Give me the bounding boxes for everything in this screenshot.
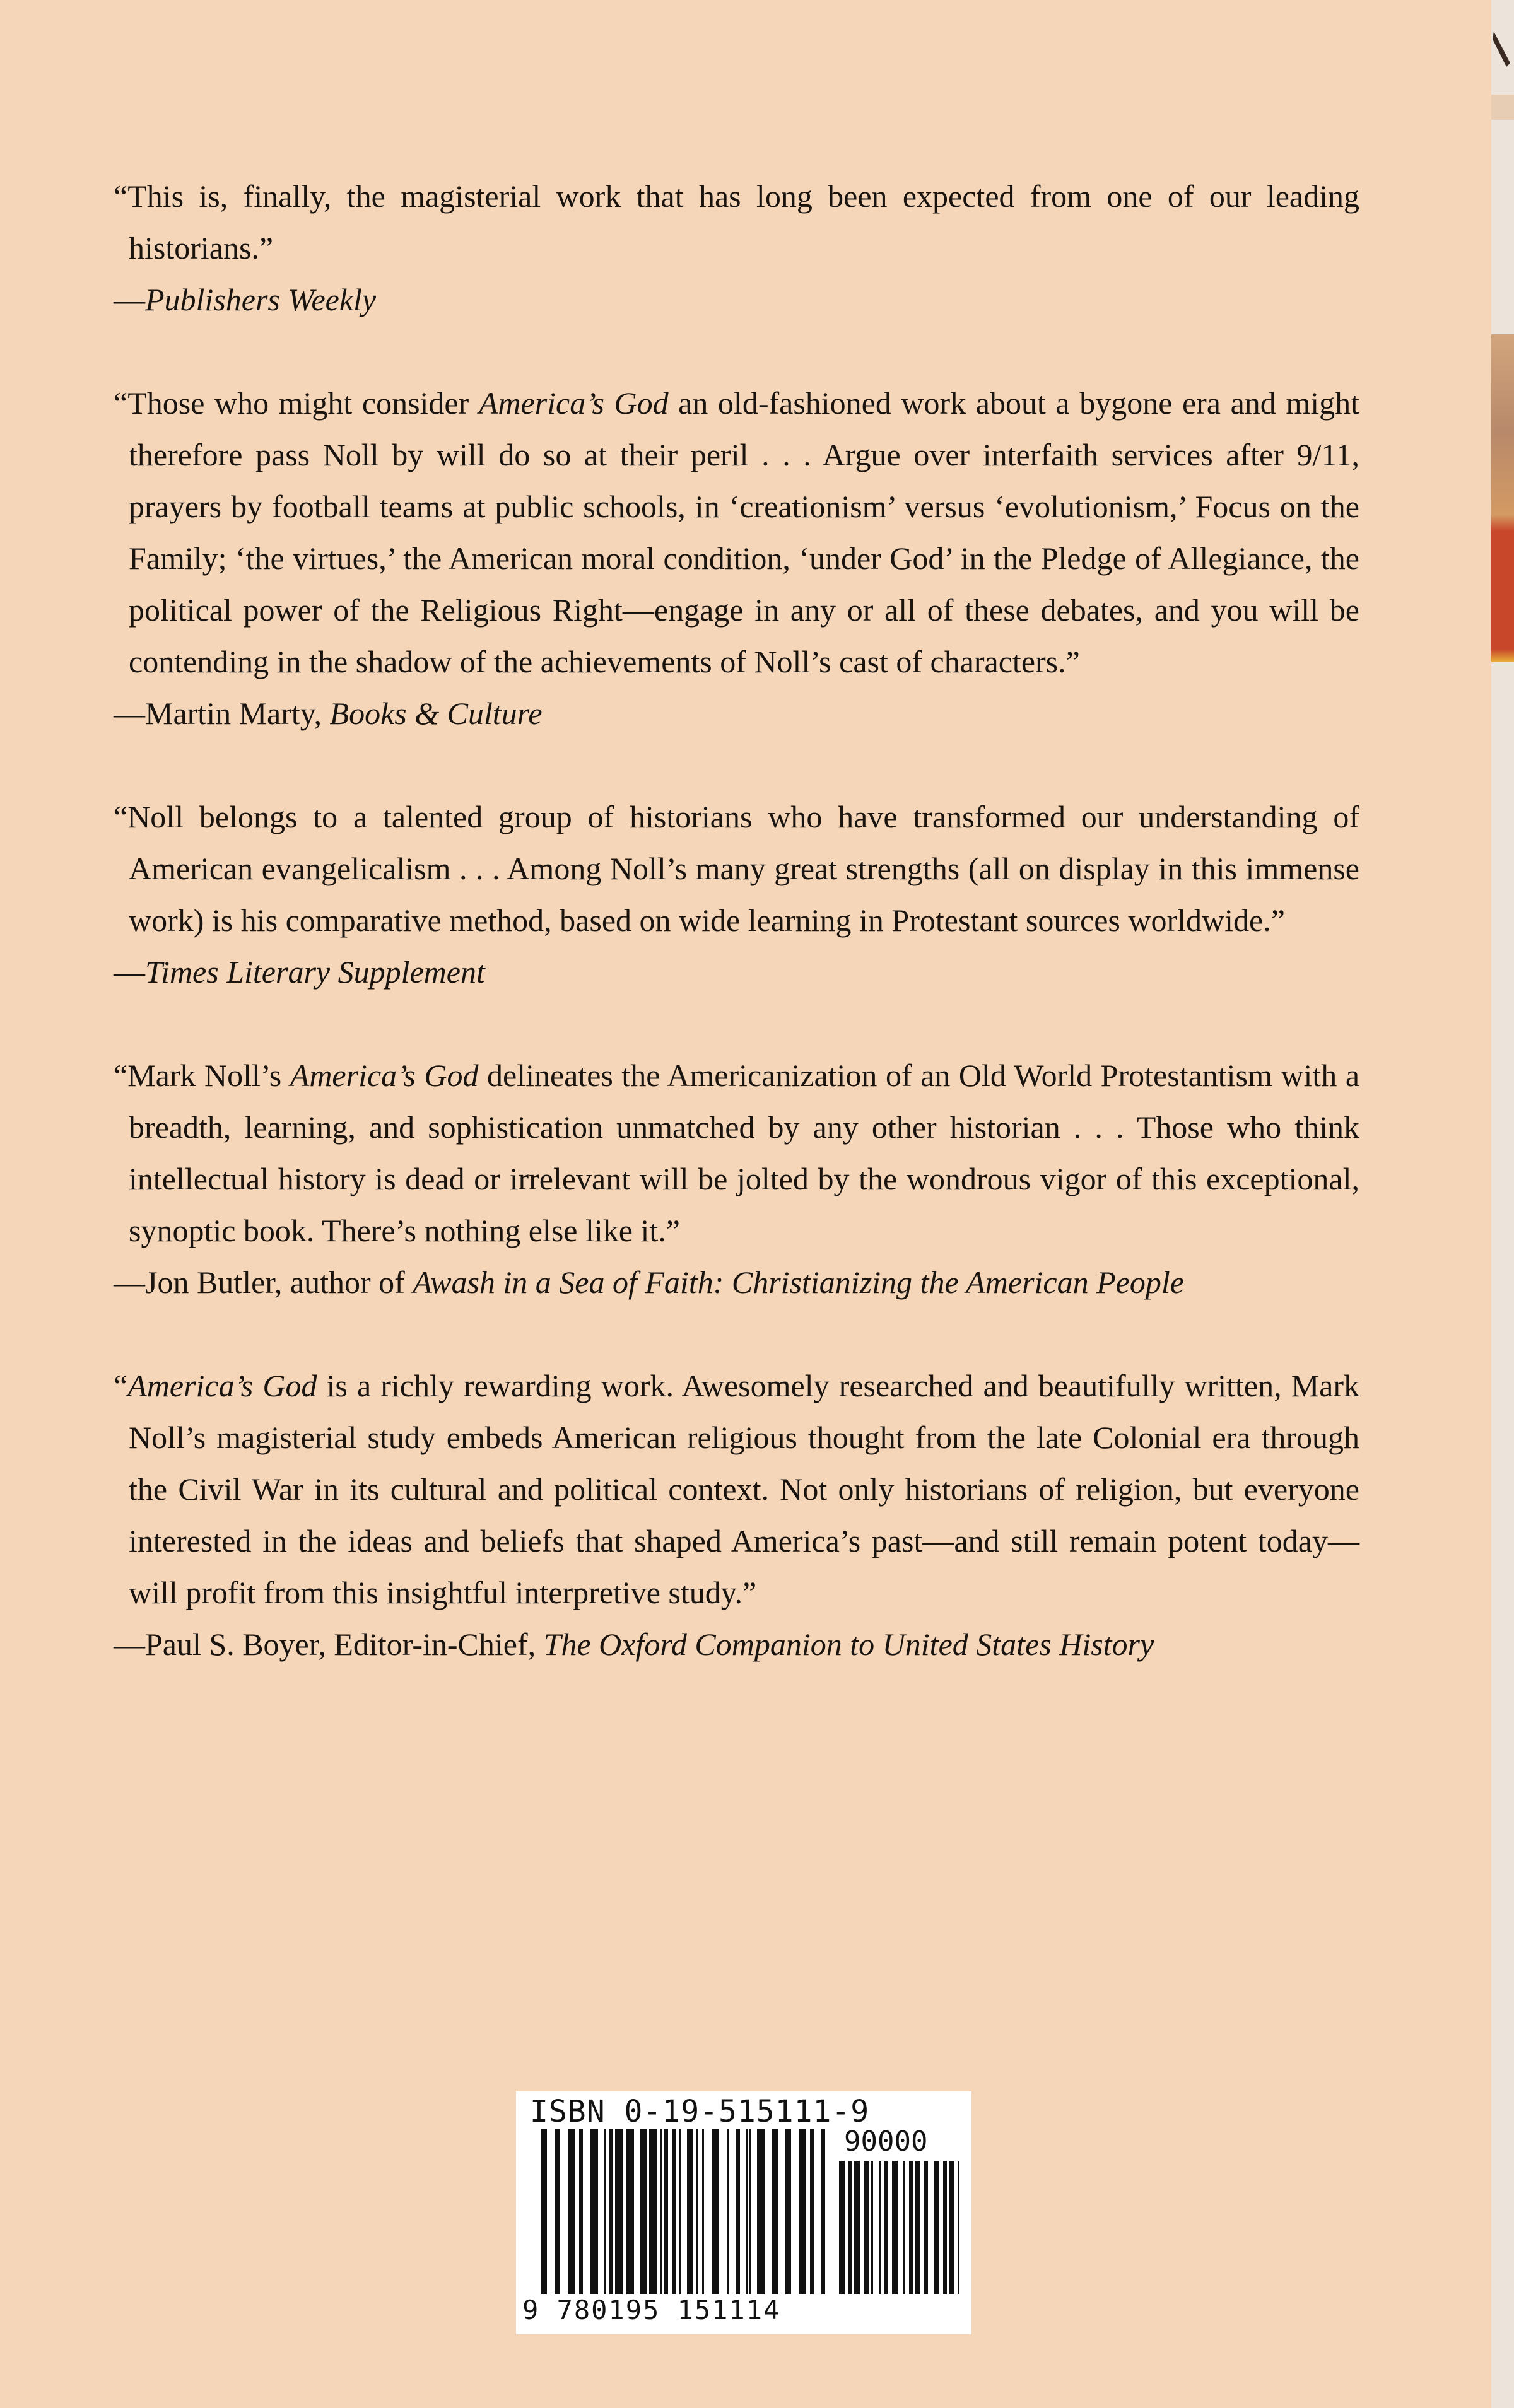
text-run: an old-fashioned work about a bygone era and might therefore pass Noll by will do so at their peril . . . Argue over interfaith services after 9/11, prayers by football teams at public schools, in ‘creationism’ versus ‘evolutionism,’ Focus on the Family; ‘the virtues,’ the American moral condition, ‘under God’ in the Pledge of Allegiance, the political power of the Religious Right—engage in any or all of these debates, and you will be contending in the shadow of the achievements of Noll’s cast of characters.” [129, 385, 1360, 679]
barcode-bar [664, 2129, 668, 2294]
quote-text [114, 170, 1359, 274]
barcode-bar [924, 2161, 928, 2294]
barcode-bar [696, 2129, 698, 2294]
barcode-bar [854, 2161, 860, 2294]
barcode-bar [879, 2161, 881, 2294]
review-quote [114, 791, 1359, 998]
review-quote [114, 377, 1359, 739]
barcode-bar [785, 2129, 791, 2294]
italic-text: Times Literary Supplement [145, 954, 485, 990]
italic-text: Books & Culture [329, 696, 543, 731]
review-quote [114, 1360, 1359, 1670]
italic-text: The Oxford Companion to United States History [543, 1627, 1154, 1662]
italic-text: Awash in a Sea of Faith: Christianizing the American People [413, 1265, 1184, 1300]
barcode-bar [892, 2161, 898, 2294]
barcode-bar [958, 2161, 959, 2294]
quote-attribution [114, 1618, 1359, 1670]
quote-text [114, 791, 1359, 946]
barcode-bar [727, 2129, 729, 2294]
quote-attribution [114, 274, 1359, 325]
text-run: delineates the Americanization of an Old World Protestantism with a breadth, learning, and sophistication unmatched by any other historian . . . Those who think intellectual history is dead or irrelevant will be jolted by the wondrous vigor of this exceptional, synoptic book. There’s nothing else like it.” [129, 1058, 1360, 1248]
ean-digits: 9 780195 151114 [522, 2294, 781, 2325]
barcode-bar [626, 2129, 634, 2294]
text-run: “This is, finally, the magisterial work that has long been expected from one of our leading historians.” [114, 178, 1359, 266]
review-quote [114, 170, 1359, 325]
barcode-bar [590, 2129, 598, 2294]
barcode-bar [679, 2129, 681, 2294]
barcode-bar [909, 2161, 913, 2294]
quote-attribution [114, 687, 1359, 739]
isbn-barcode [516, 2091, 971, 2334]
barcode-bar [615, 2129, 623, 2294]
quote-text [114, 1049, 1359, 1256]
text-run: “Those who might consider [114, 385, 479, 421]
review-quote [114, 1049, 1359, 1308]
barcode-bar [746, 2129, 748, 2294]
barcode-bar [943, 2161, 947, 2294]
text-run: — [114, 954, 145, 990]
barcode-bar [736, 2129, 740, 2294]
isbn-label: ISBN 0-19-515111-9 [530, 2094, 870, 2129]
quote-text [114, 1360, 1359, 1618]
italic-text: America’s God [478, 385, 669, 421]
barcode-bar [541, 2129, 547, 2294]
barcode-bar [757, 2129, 765, 2294]
barcode-addon-bars [839, 2161, 959, 2300]
barcode-bar [864, 2161, 869, 2294]
italic-text: America’s God [127, 1368, 317, 1403]
barcode-bar [640, 2129, 647, 2294]
barcode-bar [660, 2129, 662, 2294]
text-run: “ [114, 1368, 128, 1403]
review-quotes [114, 170, 1359, 1722]
text-run: — [114, 282, 145, 317]
barcode-bar [884, 2161, 888, 2294]
quote-attribution [114, 946, 1359, 998]
text-run: —Paul S. Boyer, Editor-in-Chief, [114, 1627, 544, 1662]
barcode-bar [604, 2129, 606, 2294]
italic-text: America’s God [290, 1058, 479, 1093]
barcode-bar [839, 2161, 845, 2294]
text-run: “Mark Noll’s [114, 1058, 290, 1093]
barcode-bar [821, 2129, 825, 2294]
barcode-bar [772, 2129, 778, 2294]
barcode-bar [810, 2129, 814, 2294]
barcode-bar [555, 2129, 560, 2294]
barcode-bar [672, 2129, 676, 2294]
quote-attribution [114, 1256, 1359, 1308]
barcode-bar [799, 2129, 806, 2294]
barcode-bar [915, 2161, 920, 2294]
text-run: —Martin Marty, [114, 696, 330, 731]
italic-text: Publishers Weekly [145, 282, 377, 317]
barcode-bar [687, 2129, 693, 2294]
barcode-bar [749, 2129, 751, 2294]
barcode-bar [579, 2129, 583, 2294]
spine-illustration-band [1491, 334, 1514, 662]
barcode-bar [649, 2129, 657, 2294]
price-code: 90000 [844, 2125, 928, 2158]
text-run: —Jon Butler, author of [114, 1265, 413, 1300]
text-run: “Noll belongs to a talented group of historians who have transformed our understanding of American evangelicalism . . . Among Noll’s many great strengths (all on display in this immense work) is his comparative method, based on wide learning in Protestant sources worldwide.” [114, 799, 1359, 938]
barcode-bar [568, 2129, 575, 2294]
quote-text [114, 377, 1359, 687]
barcode-bar [871, 2161, 873, 2294]
text-run: is a richly rewarding work. Awesomely researched and beautifully written, Mark Noll’s magisterial study embeds American religious thought from the late Colonial era through the Civil War in its cultural and political context. Not only historians of religion, but everyone interested in the ideas and beliefs that shaped America’s past—and still remain potent today—will profit from this insightful interpretive study.” [129, 1368, 1359, 1610]
barcode-bar [848, 2161, 852, 2294]
barcode-bar [702, 2129, 704, 2294]
barcode-bar [712, 2129, 719, 2294]
barcode-bar [949, 2161, 954, 2294]
barcode-bar [609, 2129, 613, 2294]
barcode-bars [541, 2129, 825, 2300]
barcode-bar [903, 2161, 905, 2294]
spine-illustration-top [1491, 25, 1514, 120]
barcode-bar [934, 2161, 939, 2294]
